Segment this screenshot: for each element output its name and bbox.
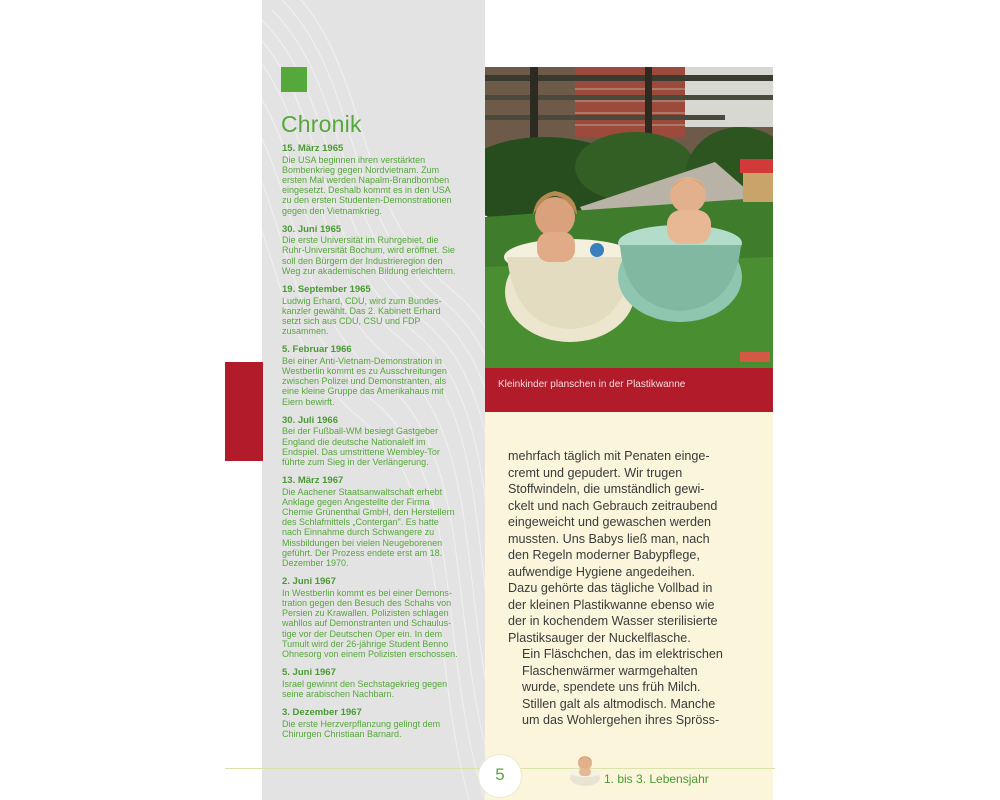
chronik-entry-line: Israel gewinnt den Sechstagekrieg gegen (282, 678, 448, 689)
paragraph-2 (508, 646, 758, 729)
chronik-entry (282, 225, 472, 276)
section-label: 1. bis 3. Lebensjahr (604, 772, 709, 786)
chronik-entry-line: Missbildungen bei vielen Neugeborenen (282, 537, 443, 548)
baby-in-tub-icon (566, 751, 604, 789)
chronik-entry-line: Weg zur akademischen Bildung erleichtern. (282, 265, 456, 276)
chronik-entry-line: soll den Bürgern der Industrieregion den (282, 255, 443, 266)
photo-caption: Kleinkinder planschen in der Plastikwanne (498, 379, 686, 390)
chronik-entry-line: Tumult wird der 26-jährige Student Benno (282, 638, 449, 649)
chronik-entry-date: 15. März 1965 (282, 143, 344, 154)
chronik-entry-line: setzt sich aus CDU, CSU und FDP (282, 315, 421, 326)
chronik-entry (282, 285, 472, 336)
body-line: Stoffwindeln, die umständlich gewi- (508, 482, 705, 496)
chronik-entry-line: kanzler gewählt. Das 2. Kabinett Erhard (282, 305, 441, 316)
chronik-entry-line: tige vor der Deutschen Oper ein. In dem (282, 628, 443, 639)
chronik-entry-line: zwischen Polizei und Demonstranten, als (282, 376, 447, 387)
body-line: Ein Fläschchen, das im elektrischen (522, 647, 723, 661)
chronik-entry-line: eine kleine Gruppe das Amerikahaus mit (282, 386, 444, 397)
body-line: wurde, spendete uns früh Milch. (522, 680, 701, 694)
body-text (508, 448, 758, 729)
body-line: Plastiksauger der Nuckelflasche. (508, 630, 691, 645)
photo-caption-bar (485, 368, 773, 412)
chronik-entry-date: 5. Juni 1967 (282, 667, 336, 679)
chronik-entry-text (282, 487, 472, 569)
chronik-entry-text (282, 155, 472, 216)
kids-bathtub-photo (485, 67, 773, 368)
chronik-entry-date: 3. Dezember 1967 (282, 707, 362, 719)
chronik-entry-line: nach Einnahme durch Schwangere zu (282, 527, 435, 538)
chronik-entry-line: geführt. Der Prozess endete erst am 18. (282, 547, 443, 558)
body-line: mehrfach täglich mit Penaten einge- (508, 449, 710, 463)
chronik-entry-line: Endspiel. Das umstrittene Wembley-Tor (282, 446, 440, 457)
chronik-entry-date: 5. Februar 1966 (282, 344, 352, 356)
chronik-entry-line: Westberlin kommt es zu Ausschreitungen (282, 366, 447, 377)
chronik-entry-line: Chemie Grünenthal GmbH, den Herstellern (282, 507, 455, 518)
chronik-entry-line: seine arabischen Nachbarn. (282, 688, 395, 699)
chronik-entry-line: Ohnesorg von einem Polizisten erschossen. (282, 649, 458, 660)
chronik-entry (282, 144, 472, 216)
chronik-entry-text (282, 426, 472, 467)
body-line: der in kochendem Wasser sterilisierte (508, 614, 718, 628)
chronik-entry-line: eingesetzt. Deshalb kommt es in den USA (282, 185, 451, 196)
chronik-entry-line: tration gegen den Besuch des Schahs von (282, 598, 452, 608)
body-line: den Regeln moderner Babypflege, (508, 548, 700, 562)
chronik-entry-line: In Westberlin kommt es bei einer Demons- (282, 587, 452, 598)
chronik-entry-line: Die erste Herzverpflanzung gelingt dem (282, 718, 441, 729)
chronik-entry-line: gegen den Vietnamkrieg. (282, 205, 382, 216)
chronik-entry-line: zu den ersten Studenten-Demonstrationen (282, 195, 452, 206)
body-line: aufwendige Hygiene angedeihen. (508, 564, 695, 579)
body-line: mussten. Uns Babys ließ man, nach (508, 531, 710, 546)
chronik-entry-line: des Schlafmittels „Contergan". Es hatte (282, 517, 439, 528)
chronik-entry-line: Eiern bewirft. (282, 396, 335, 407)
chronik-entries (282, 144, 472, 748)
chronik-entry (282, 345, 472, 407)
chronik-entry-date: 30. Juli 1966 (282, 414, 338, 426)
chronik-entry-text (282, 356, 472, 407)
red-side-tab (225, 362, 263, 461)
chronik-entry-line: ersten Mal werden Napalm-Brandbomben (282, 174, 450, 185)
body-line: der kleinen Plastikwanne ebenso wie (508, 597, 715, 612)
body-line: Flaschenwärmer warmgehalten (522, 663, 698, 678)
paragraph-1 (508, 448, 758, 646)
chronik-entry-line: Anklage gegen Angestellte der Firma (282, 496, 430, 507)
chronik-entry-line: England die deutsche Nationalelf im (282, 436, 426, 447)
chronik-entry (282, 668, 472, 699)
chronik-entry (282, 708, 472, 739)
page-number: 5 (495, 765, 505, 784)
chronik-entry-date: 2. Juni 1967 (282, 576, 336, 588)
body-text-panel (485, 412, 773, 800)
body-line: Dazu gehörte das tägliche Vollbad in (508, 581, 713, 595)
chronik-entry-date: 13. März 1967 (282, 475, 344, 487)
chronik-entry-line: Die erste Universität im Ruhrgebiet, die (282, 235, 439, 246)
chronik-entry-text (282, 588, 472, 659)
body-line: cremt und gepudert. Wir trugen (508, 465, 683, 480)
chronik-entry-line: führte zum Sieg in der Verlängerung. (282, 456, 429, 467)
chronik-entry-text (282, 235, 472, 276)
chronik-entry-line: Bei einer Anti-Vietnam-Demonstration in (282, 355, 442, 366)
chronik-entry-line: Dezember 1970. (282, 558, 349, 569)
body-line: ckelt und nach Gebrauch zeitraubend (508, 498, 718, 513)
chronik-entry-line: Bombenkrieg gegen Nordvietnam. Zum (282, 164, 440, 175)
chronik-entry (282, 577, 472, 659)
chronik-entry-line: Die Aachener Staatsanwaltschaft erhebt (282, 486, 443, 497)
body-line: Stillen galt als altmodisch. Manche (522, 696, 716, 711)
page-number-badge (478, 754, 522, 798)
chronik-entry-line: zusammen. (282, 326, 329, 337)
chronik-entry-date: 30. Juni 1965 (282, 223, 342, 235)
chronik-entry-text (282, 296, 472, 337)
chronik-entry-text (282, 719, 472, 739)
chronik-entry-line: Die USA beginnen ihren verstärkten (282, 154, 426, 165)
chronik-entry-text (282, 679, 472, 699)
body-line: um das Wohlergehen ihres Spröss- (522, 713, 720, 727)
chronik-entry-line: Bei der Fußball-WM besiegt Gastgeber (282, 426, 439, 437)
chronik-entry-line: Chirurgen Christiaan Barnard. (282, 728, 402, 739)
chronik-entry (282, 416, 472, 467)
chronik-entry-line: wahllos auf Demonstranten und Schaulus- (282, 618, 452, 629)
chronik-entry-line: Ludwig Erhard, CDU, wird zum Bundes- (282, 295, 442, 306)
chronik-entry-date: 19. September 1965 (282, 284, 371, 296)
green-square-marker (281, 67, 307, 92)
chronik-entry-line: Persien zu Krawallen. Polizisten schlagen (282, 608, 449, 619)
chronik-title: Chronik (281, 111, 362, 137)
chronik-entry-line: Ruhr-Universität Bochum, wird eröffnet. Sie (282, 245, 455, 256)
chronik-entry (282, 476, 472, 568)
body-line: eingeweicht und gewaschen werden (508, 515, 712, 529)
